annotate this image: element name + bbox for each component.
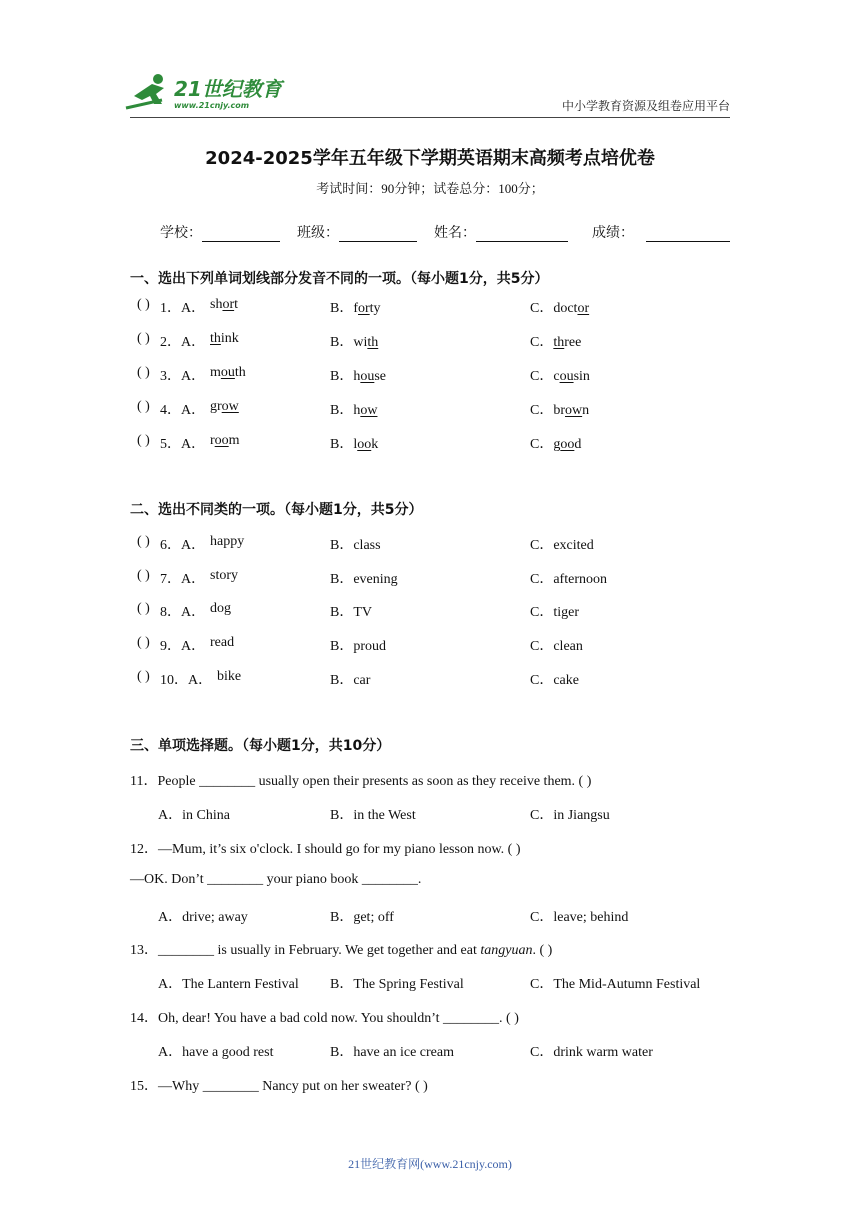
option-a: story [210,568,238,583]
section1-heading: 一、选出下列单词划线部分发音不同的一项。（每小题1分，共5分） [130,271,549,287]
option-c: C．doctor [530,301,590,316]
answer-paren: ( ) [137,331,150,346]
q12-option-c: C．leave; behind [530,910,629,925]
list-item [0,534,860,554]
question-12-line2: —OK. Don’t ________ your piano book ________. [130,872,422,887]
list-item [0,669,860,689]
section2-heading: 二、选出不同类的一项。（每小题1分，共5分） [130,502,423,518]
question-11: 11．People ________ usually open their presents as soon as they receive them. ( ) [130,774,592,789]
list-item [0,331,860,351]
option-b: B．class [330,538,381,553]
option-a: think [210,331,239,346]
option-a: dog [210,601,231,616]
list-item [0,568,860,588]
logo-text: 21世纪教育 [174,77,282,101]
exam-info: 考试时间：90分钟；试卷总分：100分； [316,181,544,196]
question-14: 14．Oh, dear! You have a bad cold now. You shouldn’t ________. ( ) [130,1011,519,1026]
question-number: 8．A． [160,605,206,620]
q14-option-c: C．drink warm water [530,1045,653,1060]
option-c: C．cake [530,673,579,688]
option-b: B．house [330,369,387,384]
option-c: C．clean [530,639,583,654]
option-a: happy [210,534,245,549]
logo [122,70,292,114]
q11-option-c: C．in Jiangsu [530,808,610,823]
answer-paren: ( ) [137,635,150,650]
q14-option-a: A．have a good rest [158,1045,274,1060]
option-c: C．cousin [530,369,590,384]
name-field: 姓名： [434,222,568,242]
question-number: 4．A． [160,403,206,418]
question-15: 15．—Why ________ Nancy put on her sweater? ( ) [130,1079,428,1094]
q12-option-b: B．get; off [330,910,394,925]
answer-paren: ( ) [137,601,150,616]
q12-option-a: A．drive; away [158,910,248,925]
option-a: read [210,635,235,650]
score-field: 成绩： [592,222,730,242]
answer-paren: ( ) [137,669,150,684]
option-a: mouth [210,365,246,380]
q11-option-a: A．in China [158,808,230,823]
answer-paren: ( ) [137,297,150,312]
option-b: B．how [330,403,378,418]
footer-link[interactable]: 21世纪教育网(www.21cnjy.com) [348,1157,512,1171]
option-b: B．look [330,437,379,452]
school-field: 学校： [160,222,280,242]
question-number: 2．A． [160,335,206,350]
question-number: 3．A． [160,369,206,384]
option-c: C．afternoon [530,572,607,587]
option-a: grow [210,399,239,414]
list-item [0,635,860,655]
question-number: 6．A． [160,538,206,553]
question-number: 5．A． [160,437,206,452]
class-field: 班级： [297,222,417,242]
platform-text: 中小学教育资源及组卷应用平台 [561,99,730,113]
question-number: 7．A． [160,572,206,587]
answer-paren: ( ) [137,433,150,448]
answer-paren: ( ) [137,399,150,414]
list-item [0,601,860,621]
q13-option-b: B．The Spring Festival [330,977,464,992]
option-c: C．tiger [530,605,579,620]
answer-paren: ( ) [137,365,150,380]
runner-logo-icon [126,74,164,108]
option-c: C．brown [530,403,590,418]
answer-paren: ( ) [137,534,150,549]
option-a: short [210,297,239,312]
page-title: 2024-2025学年五年级下学期英语期末高频考点培优卷 [205,148,655,169]
q13-option-a: A．The Lantern Festival [158,977,299,992]
option-b: B．TV [330,605,373,620]
question-number: 9．A． [160,639,206,654]
question-number: 10．A． [160,673,213,688]
option-b: B．evening [330,572,398,587]
option-b: B．with [330,335,379,350]
option-b: B．proud [330,639,387,654]
section3-heading: 三、单项选择题。（每小题1分，共10分） [130,738,391,754]
option-c: C．three [530,335,582,350]
option-c: C．good [530,437,582,452]
option-b: B．forty [330,301,381,316]
option-a: bike [217,669,242,684]
answer-paren: ( ) [137,568,150,583]
question-number: 1．A． [160,301,206,316]
list-item [0,433,860,453]
option-c: C．excited [530,538,594,553]
question-13: 13．________ is usually in February. We get together and eat tangyuan. ( ) [130,943,553,958]
header-divider [130,117,730,118]
option-a: room [210,433,240,448]
q14-option-b: B．have an ice cream [330,1045,454,1060]
list-item [0,365,860,385]
logo-url: www.21cnjy.com [174,101,250,110]
list-item [0,399,860,419]
option-b: B．car [330,673,371,688]
q13-option-c: C．The Mid-Autumn Festival [530,977,701,992]
question-12: 12．—Mum, it’s six o'clock. I should go for my piano lesson now. ( ) [130,842,521,857]
list-item [0,297,860,317]
q11-option-b: B．in the West [330,808,416,823]
